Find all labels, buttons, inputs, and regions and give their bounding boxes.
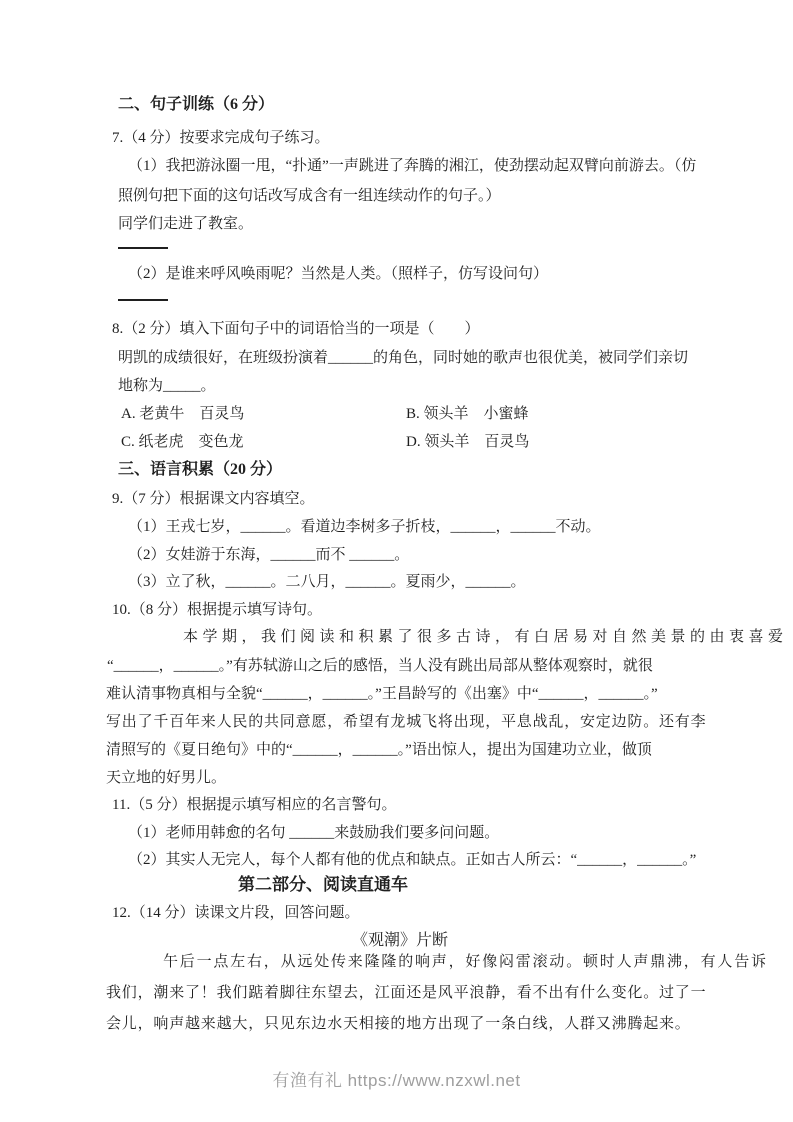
question-11-stem: 11.（5 分）根据提示填写相应的名言警句。 bbox=[112, 797, 397, 813]
section-heading-language-accumulation: 三、语言积累（20 分） bbox=[118, 461, 283, 478]
question-8-body-line1: 明凯的成绩很好，在班级扮演着______的角色，同时她的歌声也很优美，被同学们亲切 bbox=[118, 350, 689, 366]
passage-title-guanchao: 《观潮》片断 bbox=[352, 932, 449, 949]
section-heading-sentence-training: 二、句子训练（6 分） bbox=[118, 96, 275, 113]
option-d: D. 领头羊 百灵鸟 bbox=[406, 434, 530, 450]
question-7-stem: 7.（4 分）按要求完成句子练习。 bbox=[112, 130, 330, 146]
answer-blank-line bbox=[118, 285, 168, 301]
question-10-body-line3: 难认清事物真相与全貌“______，______。”王昌龄写的《出塞》中“______，______。” bbox=[106, 686, 658, 702]
question-7-item1-line1: （1）我把游泳圈一甩，“扑通”一声跳进了奔腾的湘江，使劲摆动起双臂向前游去。（仿 bbox=[128, 158, 697, 174]
passage-line2: 我们，潮来了！我们踮着脚往东望去，江面还是风平浪静，看不出有什么变化。过了一 bbox=[106, 985, 707, 1001]
passage-line3: 会儿，响声越来越大，只见东边水天相接的地方出现了一条白线，人群又沸腾起来。 bbox=[106, 1016, 691, 1032]
question-10-stem: 10.（8 分）根据提示填写诗句。 bbox=[112, 602, 323, 618]
question-11-item2: （2）其实人无完人，每个人都有他的优点和缺点。正如古人所云：“______，______。” bbox=[128, 852, 697, 868]
question-10-body-line2: “______，______。”有苏轼游山之后的感悟，当人没有跳出局部从整体观察时，就很 bbox=[107, 658, 653, 674]
option-a: A. 老黄牛 百灵鸟 bbox=[121, 406, 245, 422]
question-8-stem: 8.（2 分）填入下面句子中的词语恰当的一项是（ ） bbox=[112, 321, 480, 337]
part2-heading-reading: 第二部分、阅读直通车 bbox=[238, 875, 408, 894]
option-b: B. 领头羊 小蜜蜂 bbox=[406, 406, 529, 422]
question-12-stem: 12.（14 分）读课文片段，回答问题。 bbox=[112, 905, 360, 921]
question-10-body-line4: 写出了千百年来人民的共同意愿，希望有龙城飞将出现，平息战乱，安定边防。还有李 bbox=[106, 714, 707, 730]
option-c: C. 纸老虎 变色龙 bbox=[121, 434, 244, 450]
question-10-body-line6: 天立地的好男儿。 bbox=[106, 770, 227, 786]
question-10-body-line1: 本学期，我们阅读和积累了很多古诗，有白居易对自然美景的由衷喜爱 bbox=[183, 629, 788, 645]
question-8-body-line2: 地称为_____。 bbox=[118, 378, 216, 394]
question-11-item1: （1）老师用韩愈的名句 ______来鼓励我们要多问问题。 bbox=[128, 825, 500, 841]
question-9-stem: 9.（7 分）根据课文内容填空。 bbox=[112, 491, 315, 507]
passage-line1: 午后一点左右，从远处传来隆隆的响声，好像闷雷滚动。顿时人声鼎沸，有人告诉 bbox=[163, 954, 768, 970]
question-7-item1-line3: 同学们走进了教室。 bbox=[118, 216, 254, 232]
watermark-footer: 有渔有礼 https://www.nzxwl.net bbox=[272, 1071, 521, 1090]
question-9-item2: （2）女娃游于东海，______而不 ______。 bbox=[128, 547, 410, 563]
question-10-body-line5: 清照写的《夏日绝句》中的“______，______。”语出惊人，提出为国建功立业，做顶 bbox=[106, 742, 652, 758]
question-7-item2: （2）是谁来呼风唤雨呢？当然是人类。（照样子，仿写设问句） bbox=[128, 266, 549, 282]
question-9-item1: （1）王戎七岁，______。看道边李树多子折枝，______，______不动。 bbox=[128, 519, 601, 535]
question-9-item3: （3）立了秋，______。二八月，______。夏雨少，______。 bbox=[128, 574, 526, 590]
question-7-item1-line2: 照例句把下面的这句话改写成含有一组连续动作的句子。） bbox=[118, 188, 501, 204]
answer-blank-line bbox=[118, 233, 168, 249]
